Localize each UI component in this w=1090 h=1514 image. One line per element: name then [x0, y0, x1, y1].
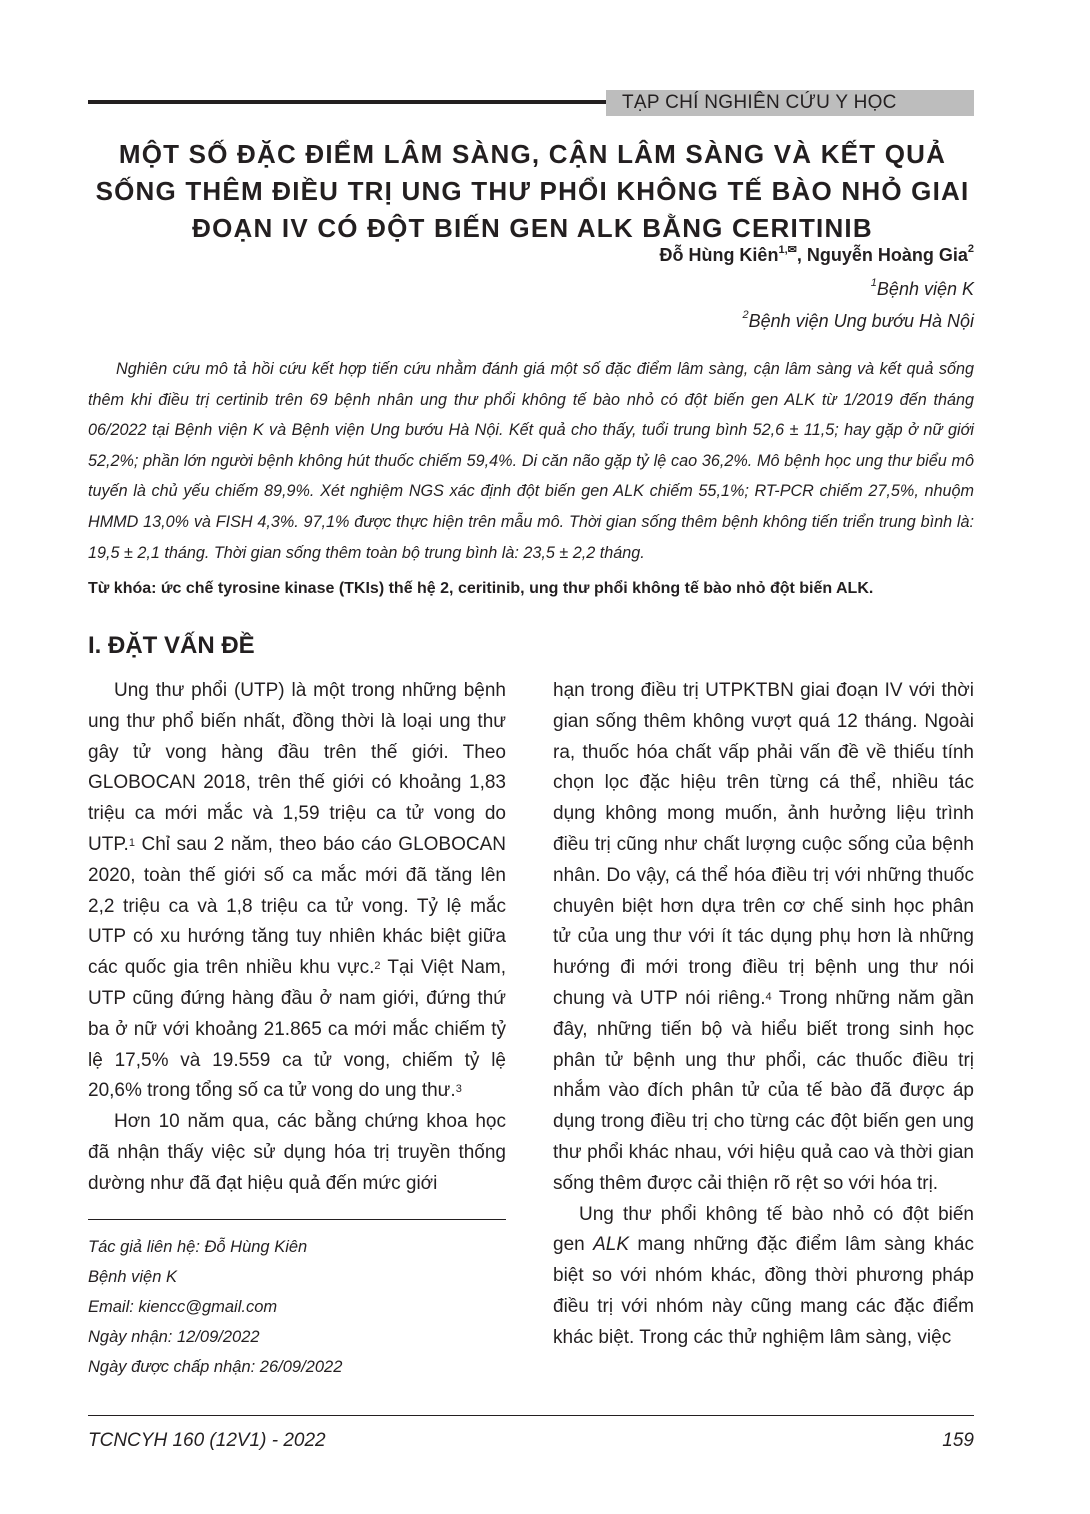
- contact-hospital: Bệnh viện K: [88, 1268, 177, 1286]
- citation: 4: [765, 990, 772, 1003]
- keywords: Từ khóa: ức chế tyrosine kinase (TKIs) thế hệ 2, ceritinib, ung thư phổi không tế bào nhỏ đột biến ALK.: [88, 580, 874, 597]
- body-column-right: [553, 676, 974, 1354]
- affiliation-2: [742, 311, 974, 332]
- corresponding-author-note: [88, 1232, 342, 1382]
- author-2-affiliation: 2: [967, 243, 974, 255]
- header-rule: [88, 100, 606, 104]
- author-2: Nguyễn Hoàng Gia: [806, 245, 968, 265]
- section-title: I. ĐẶT VẤN ĐỀ: [88, 632, 255, 659]
- contact-email: Email: kiencc@gmail.com: [88, 1298, 278, 1316]
- paragraph-text: mang những đặc điểm lâm sàng khác biệt so với nhóm khác, đồng thời phương pháp điều trị với nhóm này cũng mang các đặc điểm khác biệt. Trong các thử nghiệm lâm sàng, việc: [553, 1234, 974, 1348]
- affiliation-1: [871, 279, 974, 300]
- citation: 2: [374, 960, 381, 973]
- contact-author: Tác giả liên hệ: Đỗ Hùng Kiên: [88, 1238, 308, 1256]
- paragraph-text: Ung thư phổi (UTP) là một trong những bệnh ung thư phổ biến nhất, đồng thời là loại ung thư gây tử vong hàng đầu trên thế giới. Theo GLOBOCAN 2018, trên thế giới có khoảng 1,83 triệu ca mới mắc và 1,59 triệu ca tử vong do UTP.: [88, 680, 506, 855]
- paragraph: [553, 1200, 974, 1354]
- journal-name: TẠP CHÍ NGHIÊN CỨU Y HỌC: [622, 92, 897, 113]
- gene-name: ALK: [593, 1234, 630, 1256]
- author-1-affiliation: 1,✉: [778, 244, 797, 256]
- abstract: Nghiên cứu mô tả hồi cứu kết hợp tiến cứu nhằm đánh giá một số đặc điểm lâm sàng, cận lâm sàng và kết quả sống thêm khi điều trị certinib trên 69 bệnh nhân ung thư phổi không tế bào nhỏ có đột biến gen ALK từ 1/2019 đến tháng 06/2022 tại Bệnh viện K và Bệnh viện Ung bướu Hà Nội. Kết quả cho thấy, tuổi trung bình 52,6 ± 11,5; hay gặp ở nữ giới 52,2%; phần lớn người bệnh không hút thuốc chiếm 59,4%. Di căn não gặp tỷ lệ cao 36,2%. Mô bệnh học ung thư biểu mô tuyến là chủ yếu chiếm 89,9%. Xét nghiệm NGS xác định đột biến gen ALK chiếm 55,1%; RT-PCR chiếm 27,5%, nhuộm HMMD 13,0% và FISH 4,3%. 97,1% được thực hiện trên mẫu mô. Thời gian sống thêm bệnh không tiến triển trung bình là: 19,5 ± 2,1 tháng. Thời gian sống thêm toàn bộ trung bình là: 23,5 ± 2,2 tháng.: [88, 360, 974, 562]
- body-column-left: [88, 676, 506, 1200]
- footer-rule: [88, 1415, 974, 1416]
- footnote-rule: [88, 1219, 506, 1220]
- journal-issue: TCNCYH 160 (12V1) - 2022: [88, 1430, 326, 1451]
- paragraph-text: hạn trong điều trị UTPKTBN giai đoạn IV với thời gian sống thêm không vượt quá 12 tháng. Ngoài ra, thuốc hóa chất vấp phải vấn đề về thiếu tính chọn lọc đặc hiệu trên từng cá thể, nhiều tác dụng không mong muốn, ảnh hưởng liệu trình điều trị cũng như chất lượng cuộc sống của bệnh nhân. Do vậy, cá thể hóa điều trị với những thuốc chuyên biệt hơn dựa trên cơ chế sinh học phân tử của ung thư với ít tác dụng phụ hơn là những hướng đi mới trong điều trị bệnh ung thư nói chung và UTP nói riêng.: [553, 680, 974, 1009]
- journal-header: [606, 90, 974, 116]
- affiliation-2-number: 2: [742, 309, 749, 321]
- affiliation-2-name: Bệnh viện Ung bướu Hà Nội: [748, 311, 974, 331]
- date-received: Ngày nhận: 12/09/2022: [88, 1328, 260, 1346]
- affiliation-1-number: 1: [870, 277, 877, 289]
- paragraph: [88, 676, 506, 1107]
- citation: 1: [128, 836, 135, 849]
- affiliation-1-name: Bệnh viện K: [876, 279, 974, 299]
- article-title: MỘT SỐ ĐẶC ĐIỂM LÂM SÀNG, CẬN LÂM SÀNG VÀ KẾT QUẢ SỐNG THÊM ĐIỀU TRỊ UNG THƯ PHỔI KHÔNG TẾ BÀO NHỎ GIAI ĐOẠN IV CÓ ĐỘT BIẾN GEN ALK BẰNG CERITINIB: [95, 139, 970, 243]
- paragraph-text: Trong những năm gần đây, những tiến bộ và hiểu biết trong sinh học phân tử bệnh ung thư phổi, các thuốc điều trị nhắm vào đích phân tử của tế bào đã được áp dụng trong điều trị cho từng các đột biến gen ung thư phổi khác nhau, với hiệu quả cao và thời gian sống thêm được cải thiện rõ rệt so với hóa trị.: [553, 987, 974, 1194]
- date-accepted: Ngày được chấp nhận: 26/09/2022: [88, 1358, 343, 1376]
- paragraph: Hơn 10 năm qua, các bằng chứng khoa học đã nhận thấy việc sử dụng hóa trị truyền thống dường như đã đạt hiệu quả đến mức giới: [88, 1111, 506, 1194]
- paragraph-text: Ung thư phổi không tế bào nhỏ có đột biến gen: [553, 1203, 974, 1256]
- paragraph-text: Tại Việt Nam, UTP cũng đứng hàng đầu ở nam giới, đứng thứ ba ở nữ với khoảng 21.865 ca mới mắc chiếm tỷ lệ 17,5% và 19.559 ca tử vong, chiếm tỷ lệ 20,6% trong tổng số ca tử vong do ung thư.: [88, 957, 506, 1102]
- page-number: 159: [942, 1430, 974, 1451]
- citation: 3: [455, 1083, 462, 1096]
- author-list: [659, 245, 974, 266]
- paragraph-text: Chỉ sau 2 năm, theo báo cáo GLOBOCAN 2020, toàn thế giới số ca mắc mới đã tăng lên 2,2 triệu ca và 1,8 triệu ca tử vong. Tỷ lệ mắc UTP có xu hướng tăng tuy nhiên khác biệt giữa các quốc gia trên nhiều khu vực.: [88, 833, 506, 979]
- author-separator: ,: [796, 245, 807, 265]
- author-1: Đỗ Hùng Kiên: [659, 245, 779, 265]
- paragraph: [553, 676, 974, 1200]
